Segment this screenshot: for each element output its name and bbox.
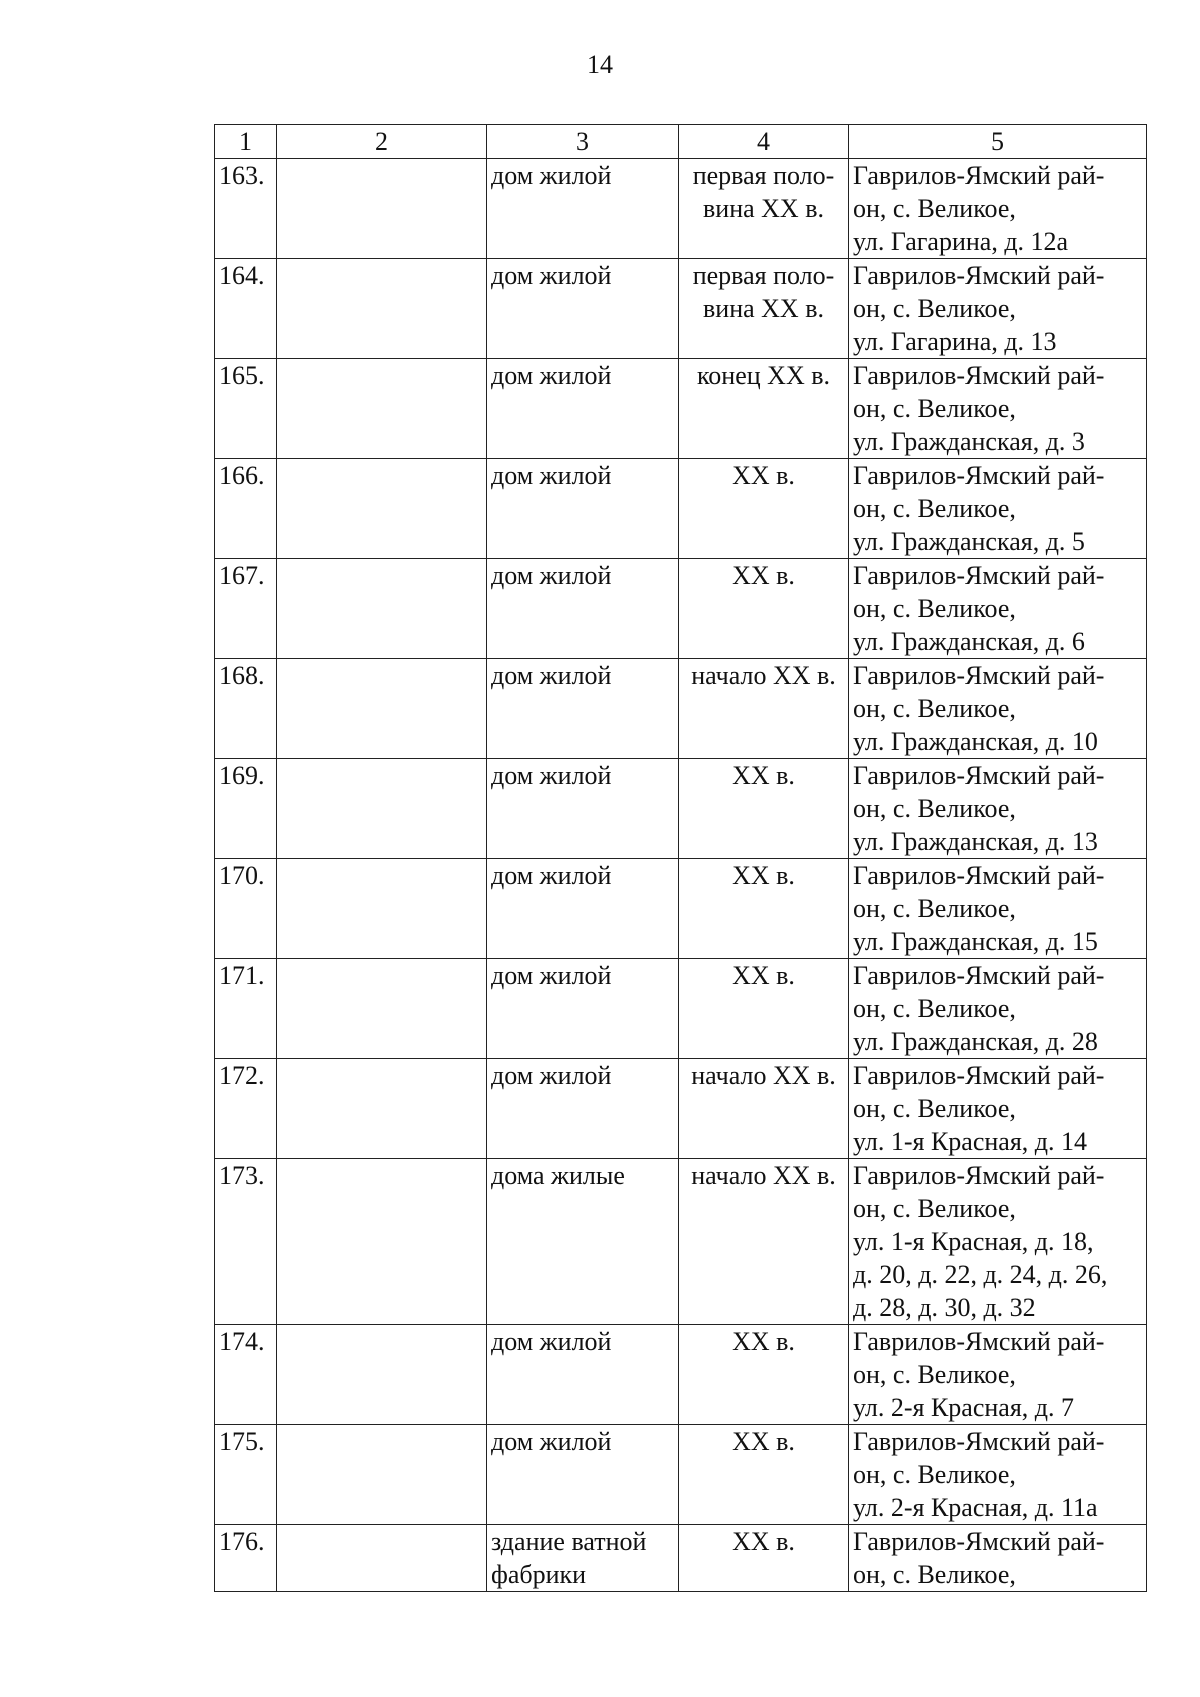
column-header-1: 1	[215, 125, 277, 159]
row-number-cell: 176.	[215, 1525, 277, 1592]
row-number-cell: 170.	[215, 859, 277, 959]
row-number-cell: 168.	[215, 659, 277, 759]
row-number-cell: 172.	[215, 1059, 277, 1159]
table-row	[215, 759, 1147, 859]
dating-cell: начало XX в.	[679, 1159, 849, 1325]
object-type-cell: дом жилой	[487, 259, 679, 359]
table-row	[215, 1525, 1147, 1592]
address-cell: Гаврилов-Ямский рай- он, с. Великое, ул. Гагарина, д. 12а	[849, 159, 1147, 259]
dating-cell: XX в.	[679, 759, 849, 859]
object-name-cell	[277, 1159, 487, 1325]
object-name-cell	[277, 1425, 487, 1525]
row-number-cell: 173.	[215, 1159, 277, 1325]
table-row	[215, 1159, 1147, 1325]
object-name-cell	[277, 659, 487, 759]
address-cell: Гаврилов-Ямский рай- он, с. Великое, ул. Гражданская, д. 5	[849, 459, 1147, 559]
dating-cell: XX в.	[679, 859, 849, 959]
dating-cell: первая поло- вина XX в.	[679, 159, 849, 259]
dating-cell: конец XX в.	[679, 359, 849, 459]
object-name-cell	[277, 959, 487, 1059]
address-cell: Гаврилов-Ямский рай- он, с. Великое, ул. 2-я Красная, д. 11а	[849, 1425, 1147, 1525]
heritage-objects-table	[214, 124, 1147, 1592]
row-number-cell: 166.	[215, 459, 277, 559]
table-row	[215, 559, 1147, 659]
object-type-cell: здание ватной фабрики	[487, 1525, 679, 1592]
row-number-cell: 175.	[215, 1425, 277, 1525]
table-row	[215, 1325, 1147, 1425]
column-header-4: 4	[679, 125, 849, 159]
table-row	[215, 259, 1147, 359]
object-type-cell: дом жилой	[487, 859, 679, 959]
address-cell: Гаврилов-Ямский рай- он, с. Великое, ул. Гражданская, д. 28	[849, 959, 1147, 1059]
table-row	[215, 1059, 1147, 1159]
row-number-cell: 167.	[215, 559, 277, 659]
object-name-cell	[277, 259, 487, 359]
row-number-cell: 164.	[215, 259, 277, 359]
table-row	[215, 359, 1147, 459]
dating-cell: XX в.	[679, 459, 849, 559]
row-number-cell: 163.	[215, 159, 277, 259]
dating-cell: XX в.	[679, 1525, 849, 1592]
address-cell: Гаврилов-Ямский рай- он, с. Великое, ул. Гражданская, д. 13	[849, 759, 1147, 859]
address-cell: Гаврилов-Ямский рай- он, с. Великое,	[849, 1525, 1147, 1592]
table-row	[215, 859, 1147, 959]
address-cell: Гаврилов-Ямский рай- он, с. Великое, ул. Гражданская, д. 10	[849, 659, 1147, 759]
object-type-cell: дом жилой	[487, 1325, 679, 1425]
column-header-3: 3	[487, 125, 679, 159]
object-type-cell: дом жилой	[487, 459, 679, 559]
object-type-cell: дом жилой	[487, 659, 679, 759]
object-type-cell: дома жилые	[487, 1159, 679, 1325]
object-name-cell	[277, 359, 487, 459]
dating-cell: начало XX в.	[679, 1059, 849, 1159]
dating-cell: XX в.	[679, 959, 849, 1059]
dating-cell: XX в.	[679, 1425, 849, 1525]
object-name-cell	[277, 759, 487, 859]
address-cell: Гаврилов-Ямский рай- он, с. Великое, ул. 2-я Красная, д. 7	[849, 1325, 1147, 1425]
object-name-cell	[277, 1059, 487, 1159]
dating-cell: XX в.	[679, 1325, 849, 1425]
table-row	[215, 159, 1147, 259]
object-type-cell: дом жилой	[487, 959, 679, 1059]
table-row	[215, 459, 1147, 559]
object-type-cell: дом жилой	[487, 1059, 679, 1159]
object-name-cell	[277, 1525, 487, 1592]
object-type-cell: дом жилой	[487, 1425, 679, 1525]
object-name-cell	[277, 559, 487, 659]
address-cell: Гаврилов-Ямский рай- он, с. Великое, ул. 1-я Красная, д. 14	[849, 1059, 1147, 1159]
object-name-cell	[277, 859, 487, 959]
row-number-cell: 171.	[215, 959, 277, 1059]
row-number-cell: 174.	[215, 1325, 277, 1425]
object-name-cell	[277, 1325, 487, 1425]
address-cell: Гаврилов-Ямский рай- он, с. Великое, ул. Гражданская, д. 15	[849, 859, 1147, 959]
dating-cell: первая поло- вина XX в.	[679, 259, 849, 359]
page-number: 14	[587, 50, 613, 79]
dating-cell: начало XX в.	[679, 659, 849, 759]
address-cell: Гаврилов-Ямский рай- он, с. Великое, ул. 1-я Красная, д. 18, д. 20, д. 22, д. 24, д. 26, д. 28, д. 30, д. 32	[849, 1159, 1147, 1325]
object-type-cell: дом жилой	[487, 759, 679, 859]
object-name-cell	[277, 159, 487, 259]
address-cell: Гаврилов-Ямский рай- он, с. Великое, ул. Гражданская, д. 6	[849, 559, 1147, 659]
table-row	[215, 959, 1147, 1059]
object-type-cell: дом жилой	[487, 159, 679, 259]
table-row	[215, 1425, 1147, 1525]
object-type-cell: дом жилой	[487, 559, 679, 659]
address-cell: Гаврилов-Ямский рай- он, с. Великое, ул. Гражданская, д. 3	[849, 359, 1147, 459]
table-row	[215, 659, 1147, 759]
object-name-cell	[277, 459, 487, 559]
row-number-cell: 169.	[215, 759, 277, 859]
table-body	[215, 125, 1147, 1592]
row-number-cell: 165.	[215, 359, 277, 459]
column-header-5: 5	[849, 125, 1147, 159]
table-header-row	[215, 125, 1147, 159]
address-cell: Гаврилов-Ямский рай- он, с. Великое, ул. Гагарина, д. 13	[849, 259, 1147, 359]
dating-cell: XX в.	[679, 559, 849, 659]
column-header-2: 2	[277, 125, 487, 159]
object-type-cell: дом жилой	[487, 359, 679, 459]
